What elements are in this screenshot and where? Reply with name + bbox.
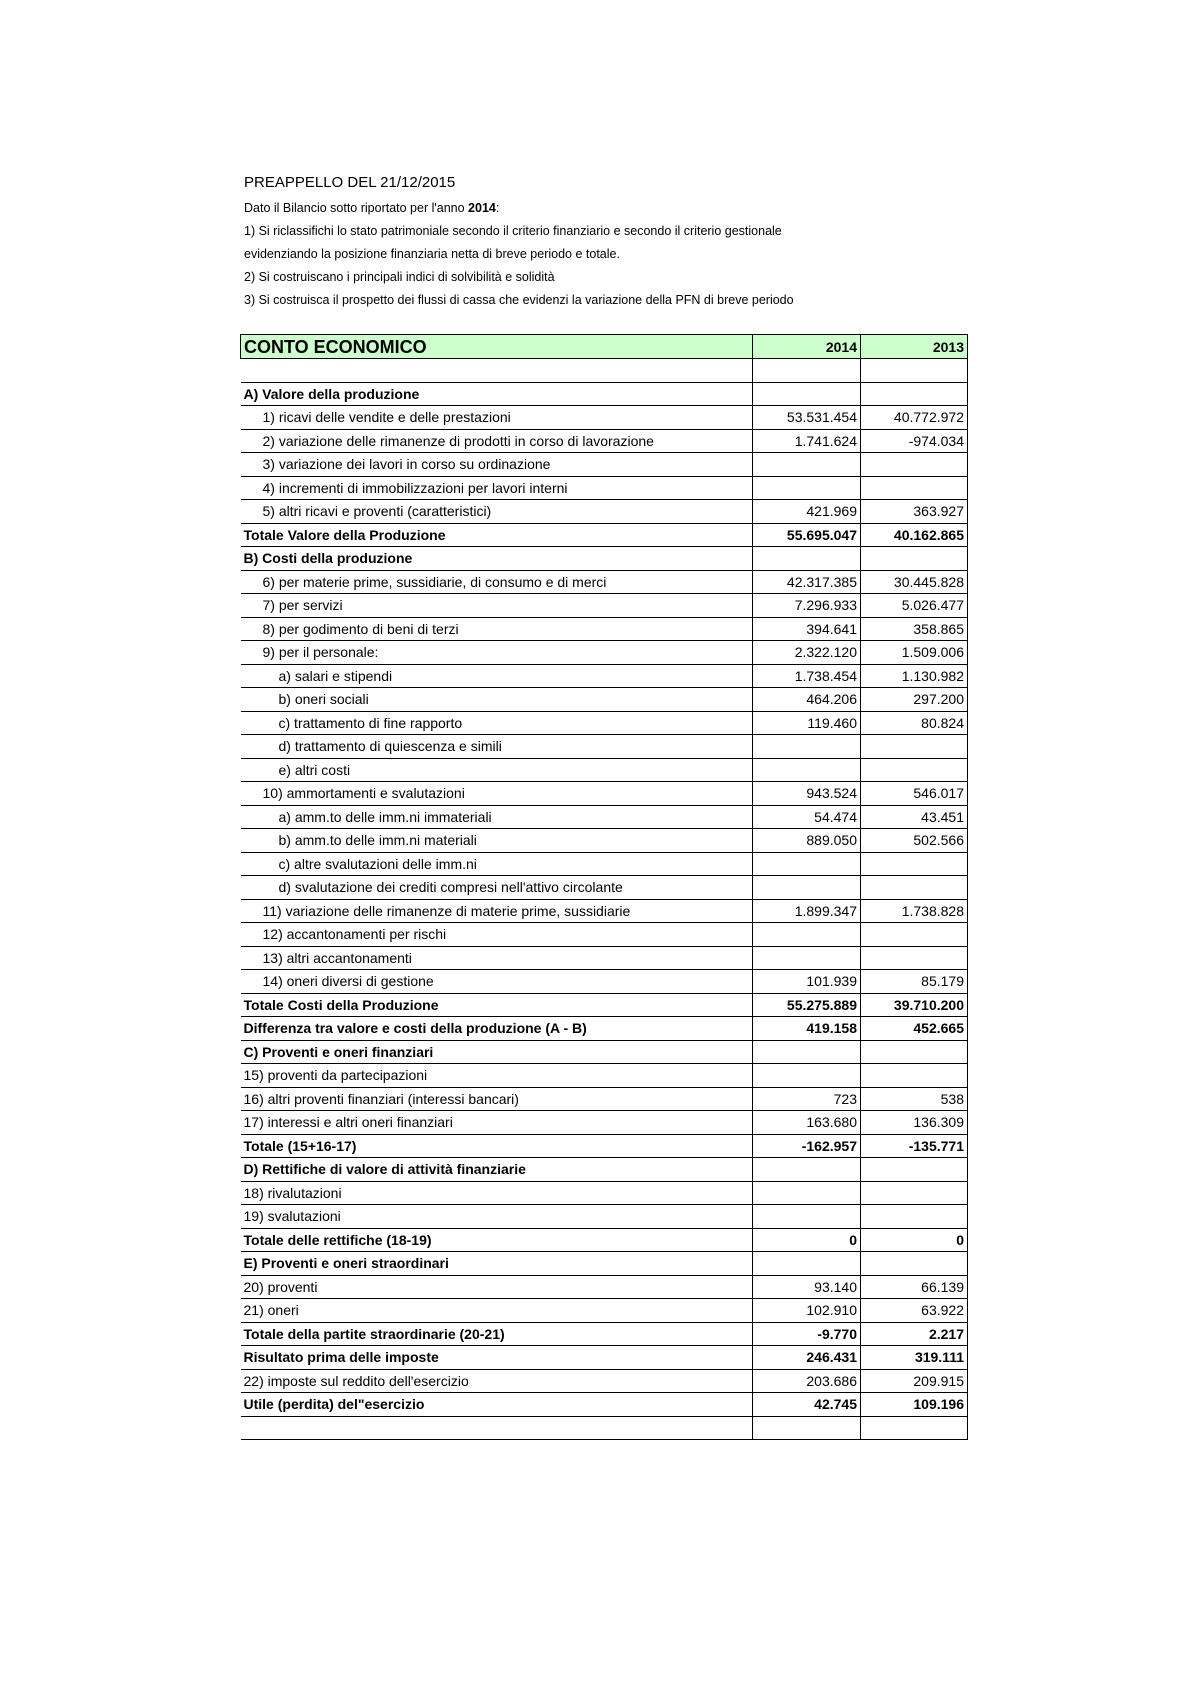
row-value-2013 — [861, 1040, 968, 1064]
row-value-2014: 464.206 — [753, 688, 861, 712]
table-row — [241, 1369, 968, 1393]
row-value-2014: 101.939 — [753, 970, 861, 994]
column-header-2014: 2014 — [753, 335, 861, 359]
row-label: c) trattamento di fine rapporto — [241, 711, 753, 735]
row-label: Totale Valore della Produzione — [241, 523, 753, 547]
table-row — [241, 970, 968, 994]
row-label: 18) rivalutazioni — [241, 1181, 753, 1205]
instructions — [244, 174, 964, 314]
row-label: Totale (15+16-17) — [241, 1134, 753, 1158]
table-row — [241, 382, 968, 406]
row-label: 4) incrementi di immobilizzazioni per lavori interni — [241, 476, 753, 500]
column-header-2013: 2013 — [861, 335, 968, 359]
row-label: 15) proventi da partecipazioni — [241, 1064, 753, 1088]
row-label: Differenza tra valore e costi della produzione (A - B) — [241, 1017, 753, 1041]
row-value-2014 — [753, 1252, 861, 1276]
instruction-line-5: 3) Si costruisca il prospetto dei flussi di cassa che evidenzi la variazione della PFN di breve periodo — [244, 293, 794, 307]
table-row — [241, 993, 968, 1017]
table-row — [241, 1252, 968, 1276]
row-value-2014: 119.460 — [753, 711, 861, 735]
table-row — [241, 429, 968, 453]
row-value-2014: 2.322.120 — [753, 641, 861, 665]
row-value-2013 — [861, 758, 968, 782]
row-value-2013: 85.179 — [861, 970, 968, 994]
row-value-2014: 1.741.624 — [753, 429, 861, 453]
row-label: 7) per servizi — [241, 594, 753, 618]
conto-economico-table — [240, 334, 968, 1440]
table-row — [241, 923, 968, 947]
row-value-2013: -135.771 — [861, 1134, 968, 1158]
row-value-2014 — [753, 382, 861, 406]
row-label: E) Proventi e oneri straordinari — [241, 1252, 753, 1276]
row-label: Risultato prima delle imposte — [241, 1346, 753, 1370]
table-row — [241, 406, 968, 430]
row-value-2013: -974.034 — [861, 429, 968, 453]
row-value-2014 — [753, 1158, 861, 1182]
table-row — [241, 664, 968, 688]
row-value-2014 — [753, 946, 861, 970]
row-label: 11) variazione delle rimanenze di materie prime, sussidiarie — [241, 899, 753, 923]
row-value-2014 — [753, 876, 861, 900]
row-value-2014 — [753, 1040, 861, 1064]
row-value-2013 — [861, 923, 968, 947]
table-row — [241, 1134, 968, 1158]
row-value-2013 — [861, 1181, 968, 1205]
row-value-2013: 319.111 — [861, 1346, 968, 1370]
row-value-2013 — [861, 453, 968, 477]
table-row — [241, 688, 968, 712]
row-label: 12) accantonamenti per rischi — [241, 923, 753, 947]
row-label: c) altre svalutazioni delle imm.ni — [241, 852, 753, 876]
instruction-line-4: 2) Si costruiscano i principali indici di solvibilità e solidità — [244, 270, 555, 284]
row-value-2014 — [753, 923, 861, 947]
row-value-2014: 7.296.933 — [753, 594, 861, 618]
table-row — [241, 758, 968, 782]
row-value-2013 — [861, 476, 968, 500]
row-label: b) amm.to delle imm.ni materiali — [241, 829, 753, 853]
row-label: a) amm.to delle imm.ni immateriali — [241, 805, 753, 829]
row-value-2013: 39.710.200 — [861, 993, 968, 1017]
row-value-2014: 723 — [753, 1087, 861, 1111]
table-row — [241, 1017, 968, 1041]
row-value-2013: 297.200 — [861, 688, 968, 712]
row-value-2013: 80.824 — [861, 711, 968, 735]
row-label: 22) imposte sul reddito dell'esercizio — [241, 1369, 753, 1393]
row-value-2014: 394.641 — [753, 617, 861, 641]
row-label: d) svalutazione dei crediti compresi nell'attivo circolante — [241, 876, 753, 900]
row-label: B) Costi della produzione — [241, 547, 753, 571]
row-value-2013 — [861, 946, 968, 970]
row-value-2014 — [753, 735, 861, 759]
table-row — [241, 1040, 968, 1064]
row-value-2014: 1.738.454 — [753, 664, 861, 688]
table-row — [241, 617, 968, 641]
row-value-2014 — [753, 1064, 861, 1088]
row-value-2013 — [861, 382, 968, 406]
row-value-2013: 0 — [861, 1228, 968, 1252]
row-value-2013: 1.130.982 — [861, 664, 968, 688]
instruction-year: 2014 — [468, 201, 496, 215]
row-value-2013: 136.309 — [861, 1111, 968, 1135]
table-row — [241, 594, 968, 618]
row-label: 9) per il personale: — [241, 641, 753, 665]
table-row — [241, 523, 968, 547]
row-value-2013 — [861, 1252, 968, 1276]
table-row — [241, 1205, 968, 1229]
exam-title: PREAPPELLO DEL 21/12/2015 — [244, 174, 456, 191]
instruction-line-1 — [244, 199, 964, 217]
row-value-2013: 40.772.972 — [861, 406, 968, 430]
row-value-2013 — [861, 735, 968, 759]
table-row — [241, 570, 968, 594]
table-row — [241, 711, 968, 735]
row-value-2013: 30.445.828 — [861, 570, 968, 594]
table-row — [241, 641, 968, 665]
row-value-2013: 546.017 — [861, 782, 968, 806]
row-value-2014 — [753, 758, 861, 782]
instruction-line-1-text: Dato il Bilancio sotto riportato per l'anno — [244, 201, 469, 215]
row-value-2014: 889.050 — [753, 829, 861, 853]
table-title: CONTO ECONOMICO — [241, 335, 753, 359]
row-value-2014 — [753, 852, 861, 876]
table-row — [241, 1158, 968, 1182]
row-value-2013: 40.162.865 — [861, 523, 968, 547]
row-value-2014: 55.695.047 — [753, 523, 861, 547]
row-value-2014: 102.910 — [753, 1299, 861, 1323]
table-row — [241, 899, 968, 923]
row-value-2014: 421.969 — [753, 500, 861, 524]
row-value-2014: -162.957 — [753, 1134, 861, 1158]
table-row — [241, 1416, 968, 1440]
row-value-2014 — [753, 453, 861, 477]
row-label: 1) ricavi delle vendite e delle prestazioni — [241, 406, 753, 430]
row-value-2014 — [753, 1416, 861, 1440]
row-label: 14) oneri diversi di gestione — [241, 970, 753, 994]
row-label: 16) altri proventi finanziari (interessi bancari) — [241, 1087, 753, 1111]
row-label: 17) interessi e altri oneri finanziari — [241, 1111, 753, 1135]
row-value-2014: 943.524 — [753, 782, 861, 806]
row-value-2013: 452.665 — [861, 1017, 968, 1041]
instruction-line-3: evidenziando la posizione finanziaria netta di breve periodo e totale. — [244, 247, 620, 261]
table-row — [241, 547, 968, 571]
row-value-2014: 1.899.347 — [753, 899, 861, 923]
row-value-2014: 55.275.889 — [753, 993, 861, 1017]
row-label: 13) altri accantonamenti — [241, 946, 753, 970]
row-value-2013 — [861, 359, 968, 383]
row-value-2014 — [753, 547, 861, 571]
row-label: a) salari e stipendi — [241, 664, 753, 688]
row-value-2014 — [753, 476, 861, 500]
table-row — [241, 1299, 968, 1323]
row-label: d) trattamento di quiescenza e simili — [241, 735, 753, 759]
row-value-2013: 109.196 — [861, 1393, 968, 1417]
row-label: Totale Costi della Produzione — [241, 993, 753, 1017]
row-label: A) Valore della produzione — [241, 382, 753, 406]
table-row — [241, 735, 968, 759]
row-value-2013 — [861, 1158, 968, 1182]
row-label: 5) altri ricavi e proventi (caratteristici) — [241, 500, 753, 524]
row-label: C) Proventi e oneri finanziari — [241, 1040, 753, 1064]
row-value-2013: 209.915 — [861, 1369, 968, 1393]
row-value-2013: 63.922 — [861, 1299, 968, 1323]
row-value-2014: 203.686 — [753, 1369, 861, 1393]
row-value-2013: 1.509.006 — [861, 641, 968, 665]
instruction-line-1-end: : — [495, 201, 500, 215]
instruction-line-2: 1) Si riclassifichi lo stato patrimoniale secondo il criterio finanziario e secondo il criterio gestionale — [244, 224, 782, 238]
row-label: e) altri costi — [241, 758, 753, 782]
row-value-2014: 246.431 — [753, 1346, 861, 1370]
table-row — [241, 359, 968, 383]
table-row — [241, 1228, 968, 1252]
table-row — [241, 946, 968, 970]
row-value-2014: 42.745 — [753, 1393, 861, 1417]
table-row — [241, 500, 968, 524]
row-value-2013: 538 — [861, 1087, 968, 1111]
row-label: Totale delle rettifiche (18-19) — [241, 1228, 753, 1252]
row-value-2014: 53.531.454 — [753, 406, 861, 430]
row-value-2013 — [861, 547, 968, 571]
row-value-2013 — [861, 1205, 968, 1229]
table-row — [241, 852, 968, 876]
row-value-2014 — [753, 1181, 861, 1205]
table-row — [241, 1275, 968, 1299]
row-value-2013 — [861, 852, 968, 876]
row-value-2014: 163.680 — [753, 1111, 861, 1135]
row-value-2014: -9.770 — [753, 1322, 861, 1346]
table-row — [241, 1346, 968, 1370]
row-label: 20) proventi — [241, 1275, 753, 1299]
row-value-2013: 1.738.828 — [861, 899, 968, 923]
row-value-2014 — [753, 1205, 861, 1229]
table-row — [241, 782, 968, 806]
row-value-2014 — [753, 359, 861, 383]
row-value-2013 — [861, 1416, 968, 1440]
row-label: 10) ammortamenti e svalutazioni — [241, 782, 753, 806]
table-row — [241, 1393, 968, 1417]
table-body — [241, 335, 968, 1440]
row-label: 2) variazione delle rimanenze di prodotti in corso di lavorazione — [241, 429, 753, 453]
table-row — [241, 1087, 968, 1111]
row-value-2014: 419.158 — [753, 1017, 861, 1041]
row-value-2013: 66.139 — [861, 1275, 968, 1299]
row-value-2013 — [861, 1064, 968, 1088]
row-value-2013: 5.026.477 — [861, 594, 968, 618]
row-label: D) Rettifiche di valore di attività finanziarie — [241, 1158, 753, 1182]
row-value-2013: 363.927 — [861, 500, 968, 524]
row-value-2014: 42.317.385 — [753, 570, 861, 594]
row-value-2014: 54.474 — [753, 805, 861, 829]
row-value-2013: 358.865 — [861, 617, 968, 641]
row-label: b) oneri sociali — [241, 688, 753, 712]
table-row — [241, 1064, 968, 1088]
row-value-2013: 502.566 — [861, 829, 968, 853]
row-label: 21) oneri — [241, 1299, 753, 1323]
row-label: 8) per godimento di beni di terzi — [241, 617, 753, 641]
row-label: 6) per materie prime, sussidiarie, di consumo e di merci — [241, 570, 753, 594]
row-value-2013: 2.217 — [861, 1322, 968, 1346]
row-value-2014: 93.140 — [753, 1275, 861, 1299]
row-value-2013 — [861, 876, 968, 900]
row-label — [241, 1416, 753, 1440]
row-value-2014: 0 — [753, 1228, 861, 1252]
row-value-2013: 43.451 — [861, 805, 968, 829]
table-row — [241, 805, 968, 829]
table-row — [241, 1322, 968, 1346]
row-label — [241, 359, 753, 383]
row-label: Totale della partite straordinarie (20-21) — [241, 1322, 753, 1346]
row-label: 19) svalutazioni — [241, 1205, 753, 1229]
table-row — [241, 476, 968, 500]
table-row — [241, 829, 968, 853]
row-label: 3) variazione dei lavori in corso su ordinazione — [241, 453, 753, 477]
table-header-row — [241, 335, 968, 359]
table-row — [241, 1111, 968, 1135]
row-label: Utile (perdita) del"esercizio — [241, 1393, 753, 1417]
table-row — [241, 453, 968, 477]
table-row — [241, 876, 968, 900]
table-row — [241, 1181, 968, 1205]
